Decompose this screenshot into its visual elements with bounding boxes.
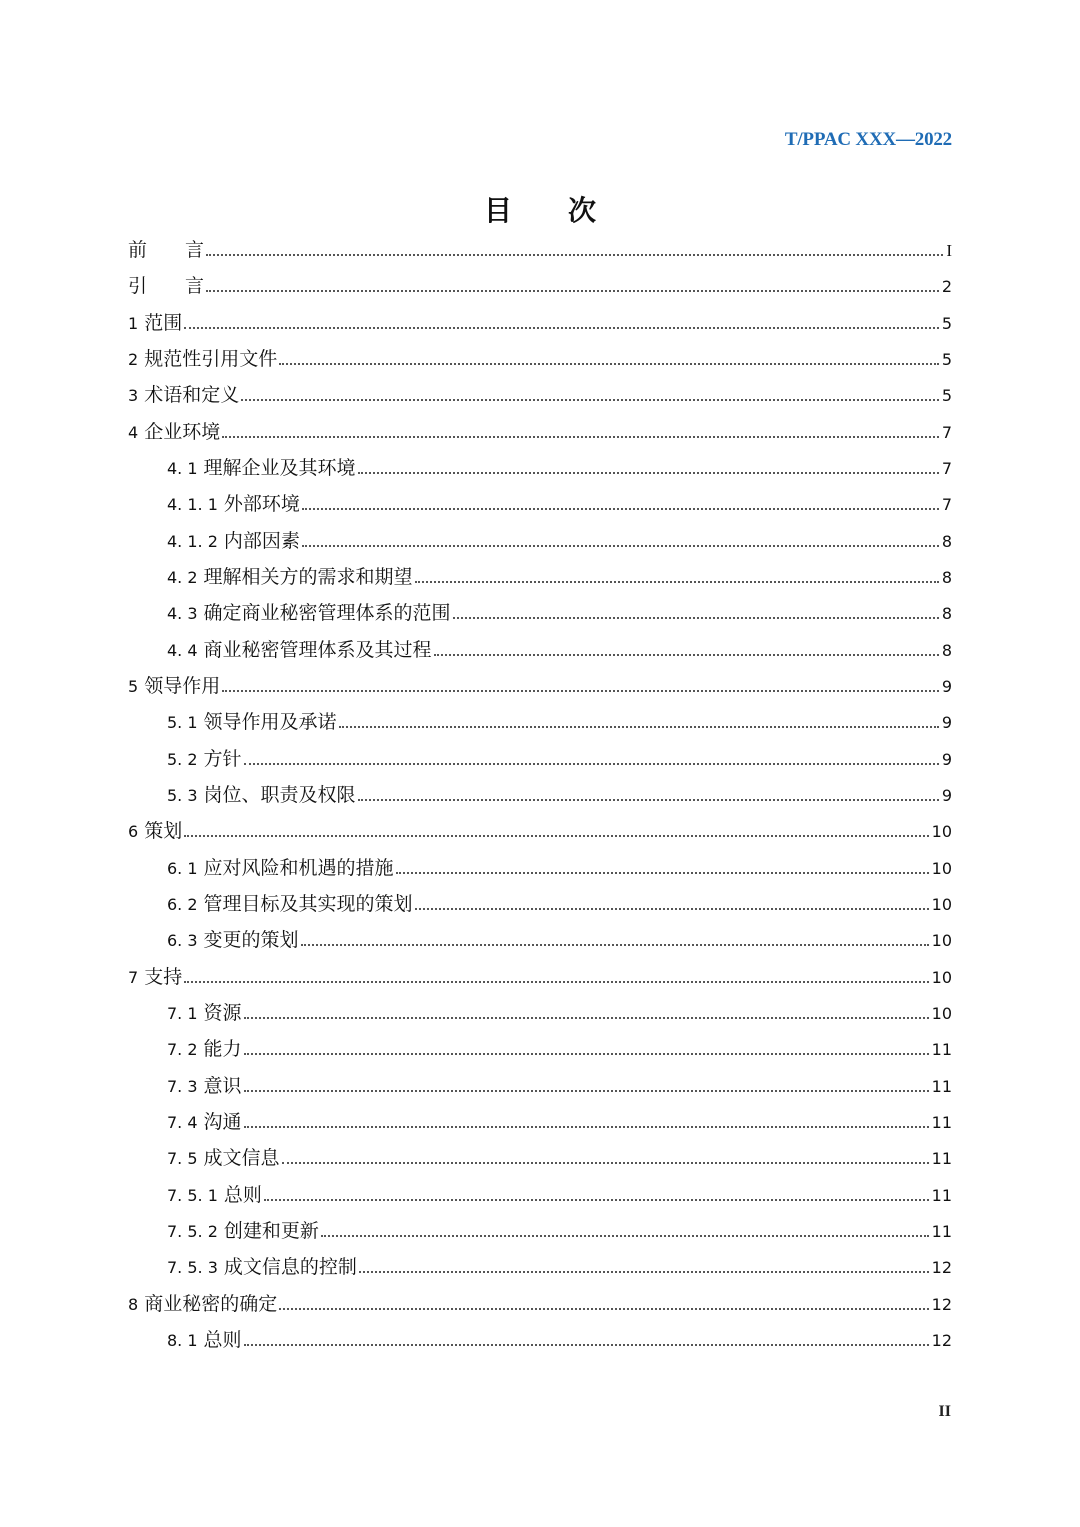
toc-entry-number: 7. 5. 2 xyxy=(167,1221,218,1241)
toc-entry-page: 10 xyxy=(931,822,952,842)
dot-leader xyxy=(222,690,939,692)
toc-entry-4-1[interactable] xyxy=(167,450,952,486)
dot-leader xyxy=(244,1017,929,1019)
toc-entry-7[interactable] xyxy=(128,959,952,995)
toc-entry-7-5-3[interactable] xyxy=(167,1249,952,1285)
toc-entry-number: 6. 3 xyxy=(167,931,198,951)
dot-leader xyxy=(302,508,939,510)
toc-entry-7-4[interactable] xyxy=(167,1104,952,1140)
toc-entry-number: 4. 1. 2 xyxy=(167,531,218,551)
toc-entry-title: 沟通 xyxy=(203,1110,242,1133)
toc-entry-6-3[interactable] xyxy=(167,922,952,958)
toc-entry-title: 应对风险和机遇的措施 xyxy=(203,856,394,879)
toc-entry-page: 9 xyxy=(941,713,952,733)
toc-entry-title: 总则 xyxy=(223,1183,262,1206)
toc-entry-page: I xyxy=(946,241,952,260)
dot-leader xyxy=(358,799,939,801)
toc-entry-number: 4. 2 xyxy=(167,567,198,587)
toc-entry-page: 2 xyxy=(941,277,952,297)
dot-leader xyxy=(415,581,939,583)
dot-leader xyxy=(359,1271,929,1273)
toc-entry-title: 引 言 xyxy=(128,275,205,298)
toc-entry-title: 创建和更新 xyxy=(223,1219,319,1242)
toc-entry-number: 3 xyxy=(128,386,139,406)
dot-leader xyxy=(321,1235,929,1237)
toc-entry-page: 8 xyxy=(941,567,952,587)
toc-entry-title: 岗位、职责及权限 xyxy=(203,783,356,806)
toc-heading: 目 次 xyxy=(483,194,596,227)
dot-leader xyxy=(184,327,939,329)
toc-entry-number: 2 xyxy=(128,349,139,369)
toc-entry-7-5-1[interactable] xyxy=(167,1177,952,1213)
toc-entry-2[interactable] xyxy=(128,341,952,377)
table-of-contents xyxy=(128,232,952,1358)
toc-entry-number: 7 xyxy=(128,967,139,987)
dot-leader xyxy=(184,981,928,983)
toc-entry-page: 11 xyxy=(931,1221,952,1241)
toc-entry-title: 规范性引用文件 xyxy=(144,347,278,370)
toc-entry-1[interactable] xyxy=(128,305,952,341)
toc-entry-number: 8. 1 xyxy=(167,1330,198,1350)
toc-entry-title: 范围 xyxy=(144,311,183,334)
toc-entry-number: 7. 1 xyxy=(167,1003,198,1023)
toc-entry-title: 商业秘密管理体系及其过程 xyxy=(203,638,432,661)
toc-entry-5-3[interactable] xyxy=(167,777,952,813)
toc-entry-page: 10 xyxy=(931,1003,952,1023)
toc-entry-number: 8 xyxy=(128,1294,139,1314)
toc-entry-3[interactable] xyxy=(128,377,952,413)
toc-entry-page: 5 xyxy=(941,349,952,369)
toc-entry-number: 6. 2 xyxy=(167,894,198,914)
dot-leader xyxy=(244,763,939,765)
dot-leader xyxy=(358,472,939,474)
toc-entry-page: 7 xyxy=(941,495,952,515)
toc-entry-title: 成文信息的控制 xyxy=(223,1256,357,1279)
toc-entry-page: 8 xyxy=(941,640,952,660)
toc-entry-number: 1 xyxy=(128,313,139,333)
toc-entry-page: 12 xyxy=(931,1294,952,1314)
toc-entry-4-1-2[interactable] xyxy=(167,523,952,559)
toc-entry-page: 12 xyxy=(931,1258,952,1278)
toc-entry-page: 12 xyxy=(931,1330,952,1350)
toc-entry-4-2[interactable] xyxy=(167,559,952,595)
dot-leader xyxy=(396,872,929,874)
toc-entry-number: 7. 5. 3 xyxy=(167,1258,218,1278)
toc-entry-7-1[interactable] xyxy=(167,995,952,1031)
toc-entry-5[interactable] xyxy=(128,668,952,704)
toc-entry-number: 5. 1 xyxy=(167,713,198,733)
dot-leader xyxy=(244,1053,929,1055)
page-number: II xyxy=(938,1403,951,1420)
dot-leader xyxy=(206,254,943,256)
toc-entry-page: 7 xyxy=(941,458,952,478)
toc-entry-title: 管理目标及其实现的策划 xyxy=(203,892,413,915)
toc-entry-page: 11 xyxy=(931,1185,952,1205)
toc-entry-page: 11 xyxy=(931,1076,952,1096)
toc-entry-page: 9 xyxy=(941,785,952,805)
toc-entry-5-2[interactable] xyxy=(167,741,952,777)
toc-entry-page: 8 xyxy=(941,604,952,624)
toc-entry-page: 8 xyxy=(941,531,952,551)
toc-entry-title: 变更的策划 xyxy=(203,929,299,952)
toc-entry-number: 6 xyxy=(128,822,139,842)
toc-entry-number: 5. 2 xyxy=(167,749,198,769)
toc-entry-page: 9 xyxy=(941,749,952,769)
toc-entry-page: 10 xyxy=(931,931,952,951)
toc-entry-title: 术语和定义 xyxy=(144,384,240,407)
dot-leader xyxy=(302,545,939,547)
toc-entry-number: 7. 2 xyxy=(167,1040,198,1060)
toc-entry-page: 9 xyxy=(941,676,952,696)
toc-entry-page: 10 xyxy=(931,858,952,878)
dot-leader xyxy=(244,1126,929,1128)
toc-entry-4-1-1[interactable] xyxy=(167,486,952,522)
toc-entry-page: 10 xyxy=(931,894,952,914)
toc-entry-page: 10 xyxy=(931,967,952,987)
toc-entry-foreword[interactable] xyxy=(128,232,952,268)
toc-entry-number: 7. 5 xyxy=(167,1149,198,1169)
dot-leader xyxy=(206,290,939,292)
toc-entry-number: 4 xyxy=(128,422,139,442)
toc-entry-title: 总则 xyxy=(203,1328,242,1351)
toc-entry-number: 4. 1 xyxy=(167,458,198,478)
toc-entry-title: 外部环境 xyxy=(223,493,300,516)
dot-leader xyxy=(434,654,939,656)
dot-leader xyxy=(339,726,939,728)
dot-leader xyxy=(415,908,929,910)
dot-leader xyxy=(301,944,929,946)
toc-entry-number: 7. 4 xyxy=(167,1112,198,1132)
toc-entry-6-2[interactable] xyxy=(167,886,952,922)
toc-entry-title: 领导作用 xyxy=(144,674,221,697)
toc-entry-page: 11 xyxy=(931,1149,952,1169)
toc-entry-8[interactable] xyxy=(128,1286,952,1322)
toc-entry-title: 内部因素 xyxy=(223,529,300,552)
toc-entry-number: 7. 5. 1 xyxy=(167,1185,218,1205)
toc-entry-title: 商业秘密的确定 xyxy=(144,1292,278,1315)
dot-leader xyxy=(279,363,939,365)
toc-entry-title: 前 言 xyxy=(128,239,205,261)
dot-leader xyxy=(282,1162,929,1164)
toc-entry-title: 策划 xyxy=(144,820,183,843)
toc-entry-title: 资源 xyxy=(203,1001,242,1024)
toc-entry-title: 理解相关方的需求和期望 xyxy=(203,565,413,588)
dot-leader xyxy=(222,436,939,438)
toc-entry-introduction[interactable] xyxy=(128,268,952,304)
toc-entry-4[interactable] xyxy=(128,414,952,450)
toc-entry-title: 意识 xyxy=(203,1074,242,1097)
toc-entry-title: 确定商业秘密管理体系的范围 xyxy=(203,602,451,625)
dot-leader xyxy=(244,1344,929,1346)
toc-entry-page: 11 xyxy=(931,1040,952,1060)
toc-entry-number: 6. 1 xyxy=(167,858,198,878)
toc-entry-number: 4. 3 xyxy=(167,604,198,624)
toc-entry-6-1[interactable] xyxy=(167,850,952,886)
toc-entry-8-1[interactable] xyxy=(167,1322,952,1358)
toc-entry-6[interactable] xyxy=(128,813,952,849)
toc-entry-7-2[interactable] xyxy=(167,1031,952,1067)
toc-entry-number: 4. 1. 1 xyxy=(167,495,218,515)
toc-entry-title: 领导作用及承诺 xyxy=(203,711,337,734)
toc-entry-title: 方针 xyxy=(203,747,242,770)
dot-leader xyxy=(264,1199,929,1201)
toc-entry-page: 11 xyxy=(931,1112,952,1132)
dot-leader xyxy=(279,1308,928,1310)
toc-entry-number: 5. 3 xyxy=(167,785,198,805)
toc-entry-title: 成文信息 xyxy=(203,1147,280,1170)
toc-entry-7-5[interactable] xyxy=(167,1140,952,1176)
toc-entry-number: 5 xyxy=(128,676,139,696)
toc-entry-title: 企业环境 xyxy=(144,420,221,443)
toc-entry-number: 4. 4 xyxy=(167,640,198,660)
toc-entry-4-3[interactable] xyxy=(167,595,952,631)
dot-leader xyxy=(184,835,928,837)
dot-leader xyxy=(241,399,939,401)
dot-leader xyxy=(453,617,939,619)
document-code: T/PPAC XXX—2022 xyxy=(784,129,952,150)
toc-entry-7-3[interactable] xyxy=(167,1068,952,1104)
toc-entry-7-5-2[interactable] xyxy=(167,1213,952,1249)
toc-entry-page: 7 xyxy=(941,422,952,442)
toc-entry-4-4[interactable] xyxy=(167,632,952,668)
toc-entry-5-1[interactable] xyxy=(167,704,952,740)
toc-entry-title: 支持 xyxy=(144,965,183,988)
toc-entry-page: 5 xyxy=(941,386,952,406)
toc-entry-number: 7. 3 xyxy=(167,1076,198,1096)
toc-entry-page: 5 xyxy=(941,313,952,333)
toc-entry-title: 能力 xyxy=(203,1038,242,1061)
dot-leader xyxy=(244,1090,929,1092)
toc-entry-title: 理解企业及其环境 xyxy=(203,456,356,479)
